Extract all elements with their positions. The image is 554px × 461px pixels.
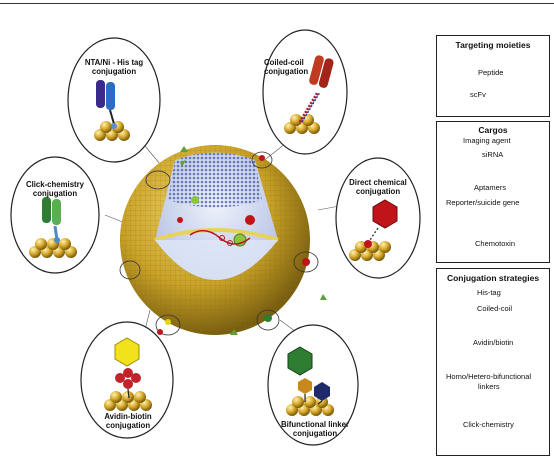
cargos-title: Cargos <box>478 125 508 135</box>
peptide-label: Peptide <box>478 68 504 77</box>
scfv-label: scFv <box>470 90 486 99</box>
aptamers-label: Aptamers <box>474 183 507 192</box>
reporter-label: Reporter/suicide gene <box>446 198 520 207</box>
chemotoxin-label: Chemotoxin <box>475 239 516 248</box>
direct-label: Direct chemical conjugation <box>349 178 407 196</box>
avidin-biotin-label: Avidin/biotin <box>473 338 514 347</box>
imaging-label: Imaging agent <box>463 136 511 145</box>
strategies-title: Conjugation strategies <box>446 273 540 283</box>
bifunctional-label: Bifunctional linker conjugation <box>280 420 349 438</box>
coiled-coil-label: Coiled-coil <box>477 304 513 313</box>
linkers-label-2: linkers <box>478 382 500 391</box>
avidin-label: Avidin-biotin conjugation <box>104 412 152 430</box>
histag-label: His-tag <box>477 288 501 297</box>
targeting-title: Targeting moieties <box>455 40 531 50</box>
click-chemistry-label: Click-chemistry <box>463 420 514 429</box>
click-label: Click-chemistry conjugation <box>25 180 85 198</box>
linkers-label-1: Homo/Hetero-bifunctional <box>446 372 532 381</box>
nanoparticle-sphere <box>120 145 310 335</box>
coiled-label: Coiled-coil conjugation <box>264 58 309 76</box>
sirna-label: siRNA <box>482 150 504 159</box>
nta-label: NTA/Ni - His tag conjugation <box>84 58 144 76</box>
